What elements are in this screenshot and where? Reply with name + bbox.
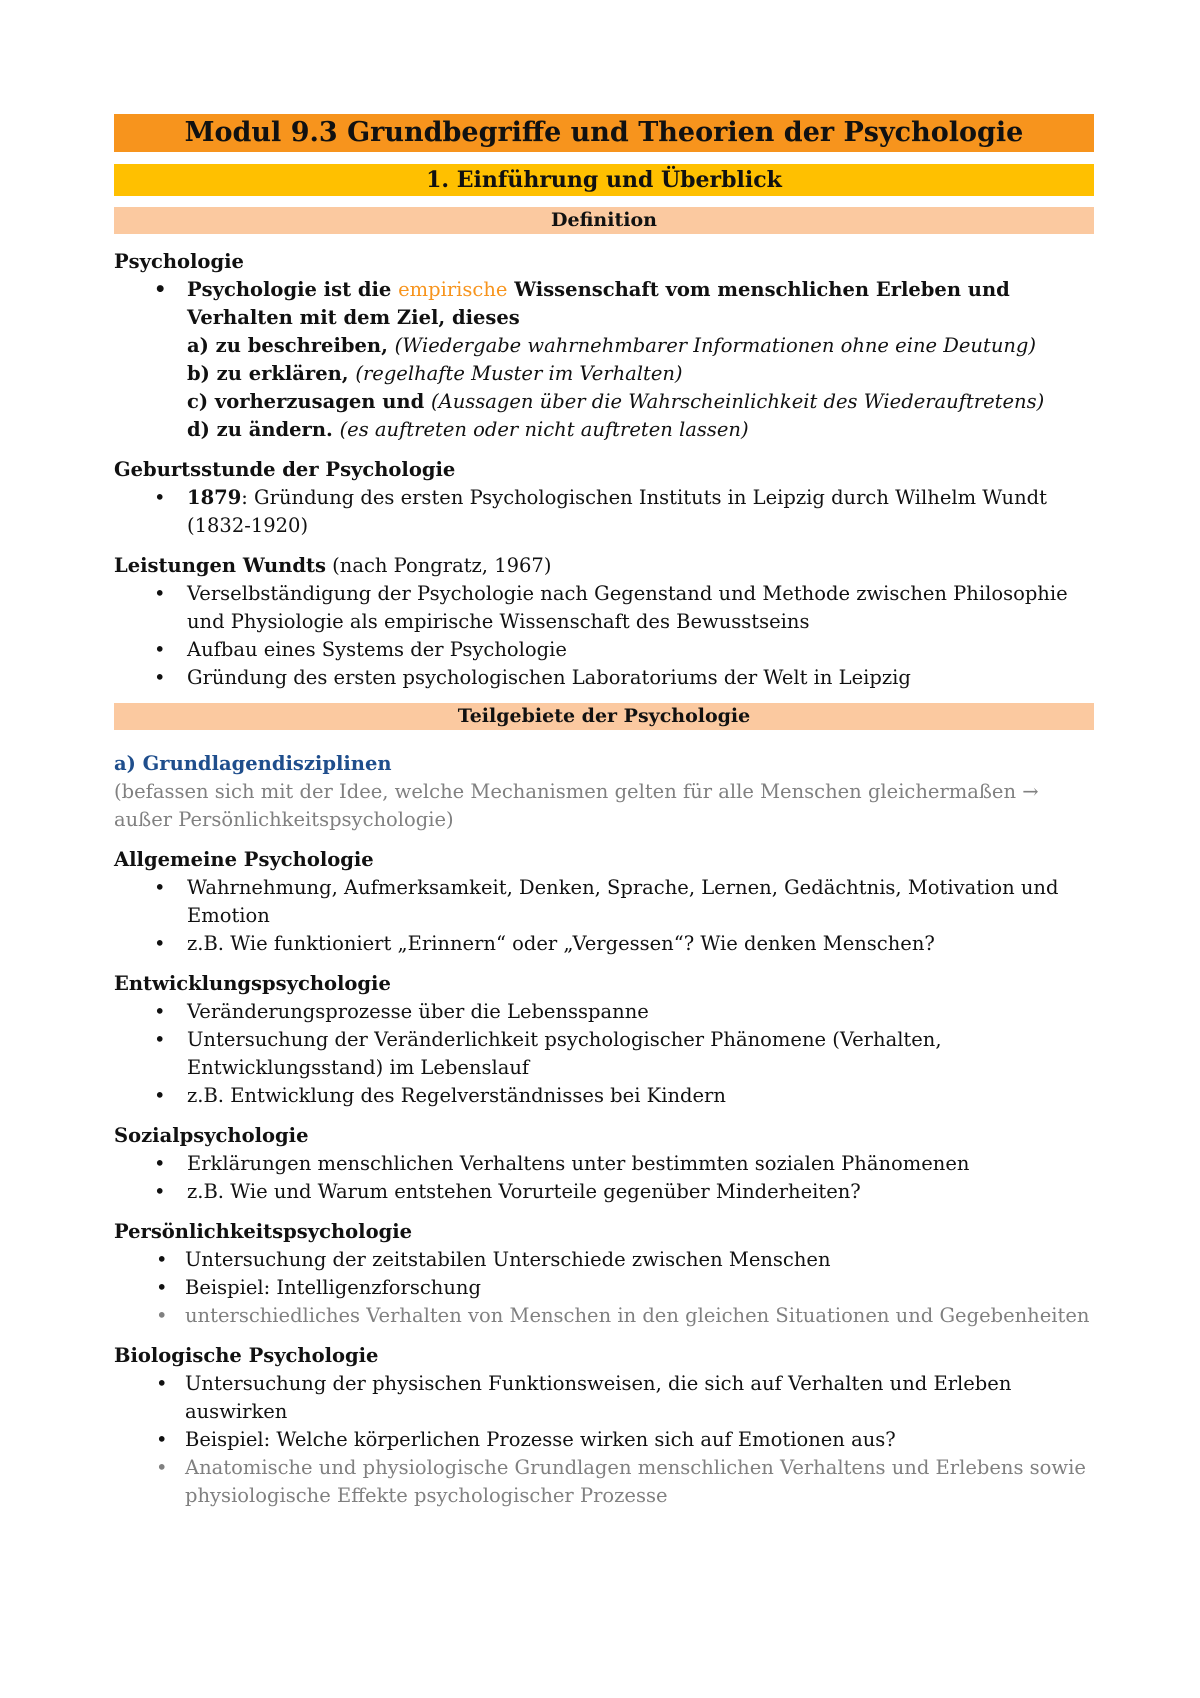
- list-item-text: Erklärungen menschlichen Verhaltens unter bestimmten sozialen Phänomenen: [187, 1152, 970, 1175]
- definition-list: [114, 276, 1094, 444]
- bullet-icon: •: [154, 582, 166, 605]
- bullet-icon: •: [154, 278, 167, 301]
- list-item-text: Anatomische und physiologische Grundlagen menschlichen Verhaltens und Erlebens sowie physiologische Effekte psychologischer Prozesse: [185, 1456, 1086, 1507]
- goal-item: [187, 332, 1094, 360]
- list-item-text: Gründung des ersten psychologischen Laboratoriums der Welt in Leipzig: [187, 666, 911, 689]
- list-item: [114, 1178, 1094, 1206]
- birth-text: : Gründung des ersten Psychologischen Instituts in Leipzig durch Wilhelm Wundt (1832-1920): [187, 486, 1047, 537]
- goal-label: d) zu ändern.: [187, 418, 340, 441]
- list-item-text: Beispiel: Welche körperlichen Prozesse wirken sich auf Emotionen aus?: [185, 1428, 896, 1451]
- goal-item: [187, 388, 1094, 416]
- wundt-source: (nach Pongratz, 1967): [325, 554, 552, 577]
- bullet-icon: •: [156, 1248, 168, 1271]
- bullet-icon: •: [156, 1276, 168, 1299]
- biological-list: [114, 1370, 1094, 1510]
- list-item-text: z.B. Wie funktioniert „Erinnern“ oder „Vergessen“? Wie denken Menschen?: [187, 932, 935, 955]
- list-item: [114, 1082, 1094, 1110]
- bullet-icon: •: [154, 1180, 166, 1203]
- list-item-text: Untersuchung der zeitstabilen Unterschiede zwischen Menschen: [185, 1248, 831, 1271]
- goal-item: [187, 360, 1094, 388]
- list-item: [114, 1370, 1094, 1426]
- list-item-text: Wahrnehmung, Aufmerksamkeit, Denken, Sprache, Lernen, Gedächtnis, Motivation und Emotion: [187, 876, 1059, 927]
- goal-label: c) vorherzusagen und: [187, 390, 432, 413]
- heading-psychologie: Psychologie: [114, 250, 244, 273]
- goal-note: (Wiedergabe wahrnehmbarer Informationen ohne eine Deutung): [394, 334, 1037, 357]
- heading-allgemeine-psychologie: Allgemeine Psychologie: [114, 848, 374, 871]
- goal-label: b) zu erklären,: [187, 362, 356, 385]
- goal-note: (Aussagen über die Wahrscheinlichkeit des Wiederauftretens): [431, 390, 1045, 413]
- list-item: [114, 1026, 1094, 1082]
- development-list: [114, 998, 1094, 1110]
- list-item-text: z.B. Wie und Warum entstehen Vorurteile gegenüber Minderheiten?: [187, 1180, 861, 1203]
- bullet-icon: •: [154, 876, 166, 899]
- list-item-text: Beispiel: Intelligenzforschung: [185, 1276, 481, 1299]
- heading-leistungen-wundts: [114, 552, 1094, 580]
- bullet-icon: •: [154, 1000, 166, 1023]
- definition-lead: Psychologie ist die: [187, 278, 399, 301]
- grundlagen-note: (befassen sich mit der Idee, welche Mechanismen gelten für alle Menschen gleichermaßen → außer Persönlichkeitspsychologie): [114, 780, 1039, 831]
- list-item: [114, 636, 1094, 664]
- list-item: [114, 276, 1094, 444]
- list-item-text: unterschiedliches Verhalten von Menschen in den gleichen Situationen und Gegebenheiten: [185, 1304, 1090, 1327]
- list-item: [114, 1150, 1094, 1178]
- goal-note: (regelhafte Muster im Verhalten): [355, 362, 683, 385]
- list-item-text: Untersuchung der Veränderlichkeit psychologischer Phänomene (Verhalten, Entwicklungsstand) im Lebenslauf: [187, 1028, 942, 1079]
- list-item: [114, 580, 1094, 636]
- section-heading-subfields: Teilgebiete der Psychologie: [114, 703, 1094, 730]
- heading-persoenlichkeitspsychologie: Persönlichkeitspsychologie: [114, 1220, 413, 1243]
- bullet-icon: •: [156, 1456, 168, 1479]
- page-title: Modul 9.3 Grundbegriffe und Theorien der Psychologie: [114, 114, 1094, 152]
- bullet-icon: •: [154, 666, 166, 689]
- heading-geburtsstunde: Geburtsstunde der Psychologie: [114, 458, 456, 481]
- document-content: [114, 114, 1094, 1510]
- bullet-icon: •: [156, 1304, 168, 1327]
- definition-lead-rest: Wissenschaft vom menschlichen Erleben und Verhalten mit dem Ziel, dieses: [187, 278, 1010, 329]
- bullet-icon: •: [156, 1428, 168, 1451]
- bullet-icon: •: [154, 1028, 166, 1051]
- list-item: [114, 930, 1094, 958]
- social-list: [114, 1150, 1094, 1206]
- wundt-heading-text: Leistungen Wundts: [114, 554, 326, 577]
- heading-grundlagendisziplinen: a) Grundlagendisziplinen: [114, 752, 392, 775]
- list-item: [114, 874, 1094, 930]
- personality-list: [114, 1246, 1094, 1330]
- list-item: [114, 664, 1094, 692]
- general-list: [114, 874, 1094, 958]
- bullet-icon: •: [154, 638, 166, 661]
- heading-biologische-psychologie: Biologische Psychologie: [114, 1344, 379, 1367]
- section-heading-definition: Definition: [114, 207, 1094, 234]
- list-item-text: z.B. Entwicklung des Regelverständnisses bei Kindern: [187, 1084, 726, 1107]
- birth-year: 1879: [187, 486, 242, 509]
- chapter-heading: 1. Einführung und Überblick: [114, 164, 1094, 196]
- list-item: [114, 484, 1094, 540]
- bullet-icon: •: [154, 1084, 166, 1107]
- list-item: [114, 1454, 1094, 1510]
- list-item: [114, 1426, 1094, 1454]
- list-item: [114, 1302, 1094, 1330]
- heading-entwicklungspsychologie: Entwicklungspsychologie: [114, 972, 391, 995]
- goal-note: (es auftreten oder nicht auftreten lassen): [339, 418, 749, 441]
- list-item-text: Verselbständigung der Psychologie nach Gegenstand und Methode zwischen Philosophie und Physiologie als empirische Wissenschaft des Bewusstseins: [187, 582, 1068, 633]
- heading-sozialpsychologie: Sozialpsychologie: [114, 1124, 309, 1147]
- list-item-text: Aufbau eines Systems der Psychologie: [187, 638, 567, 661]
- list-item-text: Untersuchung der physischen Funktionsweisen, die sich auf Verhalten und Erleben auswirken: [185, 1372, 1012, 1423]
- wundt-list: [114, 580, 1094, 692]
- list-item: [114, 1274, 1094, 1302]
- list-item: [114, 1246, 1094, 1274]
- list-item: [114, 998, 1094, 1026]
- bullet-icon: •: [156, 1372, 168, 1395]
- bullet-icon: •: [154, 932, 166, 955]
- bullet-icon: •: [154, 486, 166, 509]
- bullet-icon: •: [154, 1152, 166, 1175]
- highlight-empirische: empirische: [398, 278, 508, 301]
- list-item-text: Veränderungsprozesse über die Lebensspanne: [187, 1000, 649, 1023]
- birth-list: [114, 484, 1094, 540]
- goal-item: [187, 416, 1094, 444]
- goal-label: a) zu beschreiben,: [187, 334, 395, 357]
